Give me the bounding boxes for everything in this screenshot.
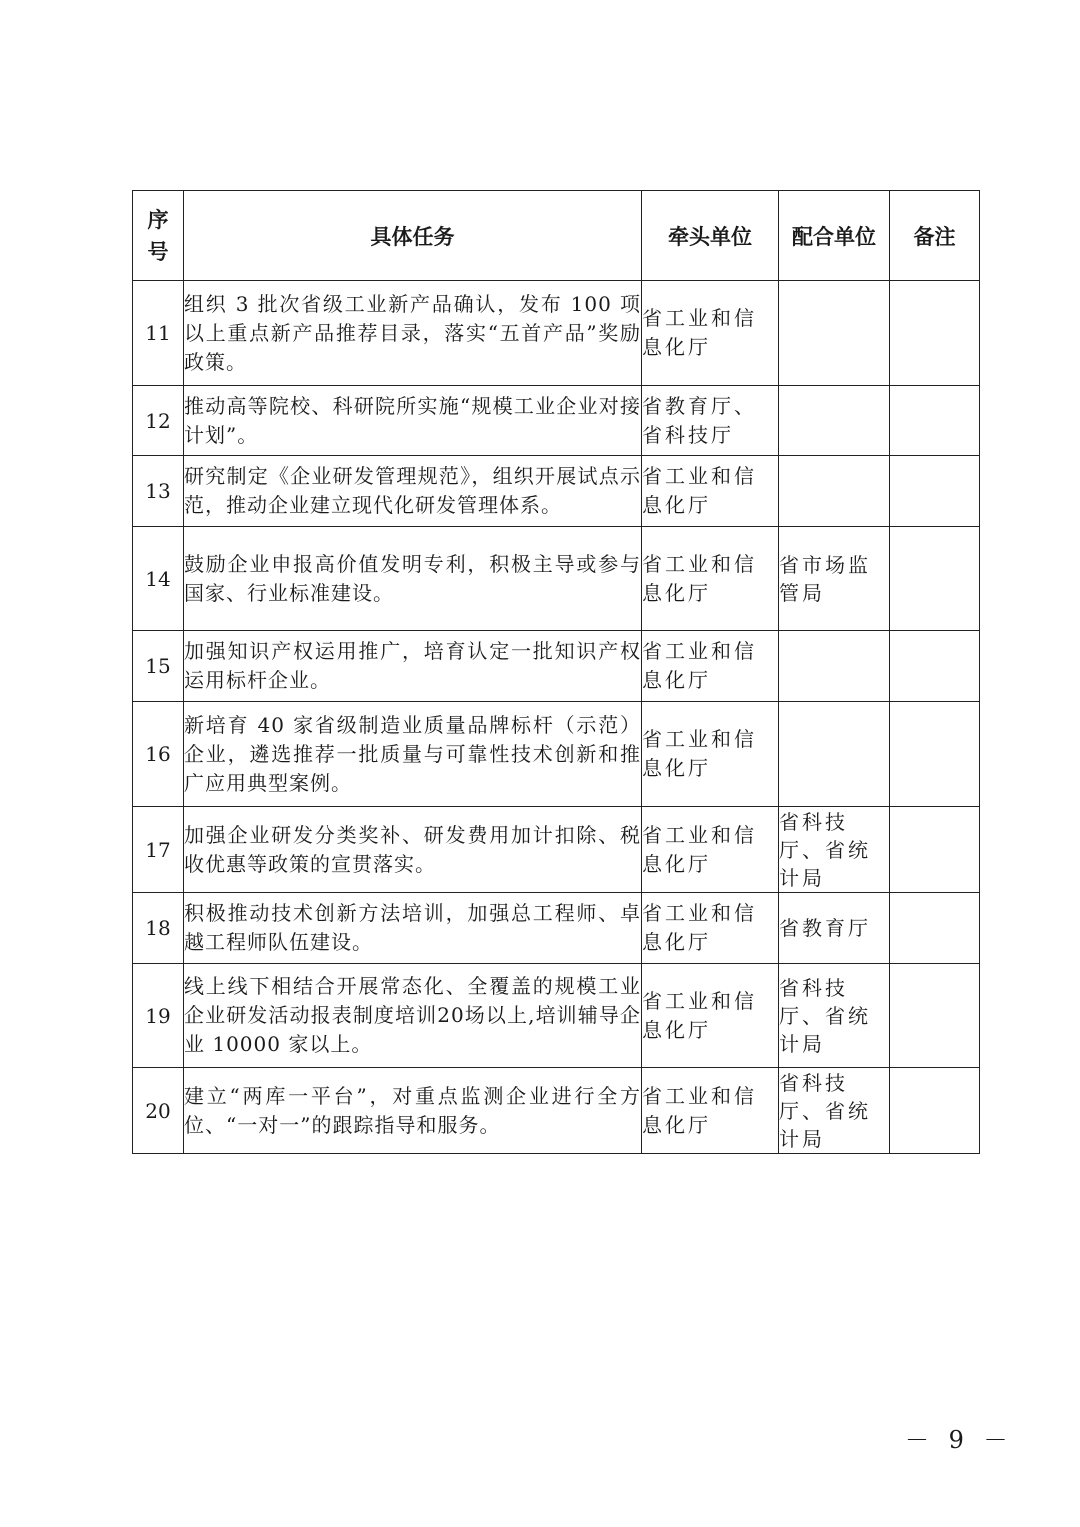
- row-coop-unit: 省科技厅、省统计局: [779, 1068, 890, 1154]
- row-coop-unit: 省市场监管局: [779, 527, 890, 631]
- row-number: 17: [133, 807, 184, 893]
- row-task: 鼓励企业申报高价值发明专利，积极主导或参与国家、行业标准建设。: [184, 527, 642, 631]
- table-header-row: [133, 191, 980, 281]
- row-task: 新培育 40 家省级制造业质量品牌标杆（示范）企业，遴选推荐一批质量与可靠性技术创新和推广应用典型案例。: [184, 702, 642, 807]
- row-lead-unit: 省工业和信息化厅: [642, 964, 779, 1068]
- row-lead-unit: 省工业和信息化厅: [642, 631, 779, 702]
- row-lead-unit: 省工业和信息化厅: [642, 1068, 779, 1154]
- row-number: 13: [133, 456, 184, 527]
- row-number: 12: [133, 386, 184, 456]
- table-row: [133, 631, 980, 702]
- row-number: 20: [133, 1068, 184, 1154]
- table-row: [133, 702, 980, 807]
- row-note: [890, 631, 980, 702]
- row-note: [890, 527, 980, 631]
- row-lead-unit: 省工业和信息化厅: [642, 807, 779, 893]
- row-coop-unit: 省教育厅: [779, 893, 890, 964]
- row-lead-unit: 省工业和信息化厅: [642, 893, 779, 964]
- row-task: 线上线下相结合开展常态化、全覆盖的规模工业企业研发活动报表制度培训20场以上,培训辅导企业 10000 家以上。: [184, 964, 642, 1068]
- row-task: 研究制定《企业研发管理规范》，组织开展试点示范，推动企业建立现代化研发管理体系。: [184, 456, 642, 527]
- table-row: [133, 281, 980, 386]
- row-task: 积极推动技术创新方法培训，加强总工程师、卓越工程师队伍建设。: [184, 893, 642, 964]
- row-lead-unit: 省教育厅、省科技厅: [642, 386, 779, 456]
- row-number: 15: [133, 631, 184, 702]
- table-row: [133, 893, 980, 964]
- row-coop-unit: [779, 281, 890, 386]
- header-note: 备注: [890, 191, 980, 281]
- header-lead: 牵头单位: [642, 191, 779, 281]
- row-note: [890, 702, 980, 807]
- table-row: [133, 527, 980, 631]
- header-coop: 配合单位: [779, 191, 890, 281]
- row-task: 组织 3 批次省级工业新产品确认，发布 100 项以上重点新产品推荐目录，落实“五首产品”奖励政策。: [184, 281, 642, 386]
- table-row: [133, 386, 980, 456]
- row-coop-unit: [779, 702, 890, 807]
- row-lead-unit: 省工业和信息化厅: [642, 281, 779, 386]
- header-seq-text: 序 号: [147, 207, 169, 264]
- row-lead-unit: 省工业和信息化厅: [642, 456, 779, 527]
- task-table: [132, 190, 980, 1154]
- row-number: 19: [133, 964, 184, 1068]
- row-coop-unit: 省科技厅、省统计局: [779, 807, 890, 893]
- row-coop-unit: 省科技厅、省统计局: [779, 964, 890, 1068]
- row-coop-unit: [779, 386, 890, 456]
- row-number: 16: [133, 702, 184, 807]
- row-note: [890, 456, 980, 527]
- row-task: 推动高等院校、科研院所实施“规模工业企业对接计划”。: [184, 386, 642, 456]
- row-coop-unit: [779, 631, 890, 702]
- table-row: [133, 964, 980, 1068]
- row-task: 加强知识产权运用推广，培育认定一批知识产权运用标杆企业。: [184, 631, 642, 702]
- row-lead-unit: 省工业和信息化厅: [642, 702, 779, 807]
- header-task: 具体任务: [184, 191, 642, 281]
- header-seq: [133, 191, 184, 281]
- row-note: [890, 964, 980, 1068]
- row-note: [890, 893, 980, 964]
- table-row: [133, 807, 980, 893]
- row-note: [890, 386, 980, 456]
- row-note: [890, 1068, 980, 1154]
- row-number: 18: [133, 893, 184, 964]
- row-lead-unit: 省工业和信息化厅: [642, 527, 779, 631]
- row-task: 建立“两库一平台”，对重点监测企业进行全方位、“一对一”的跟踪指导和服务。: [184, 1068, 642, 1154]
- table-row: [133, 456, 980, 527]
- table-row: [133, 1068, 980, 1154]
- page-number: － 9 －: [905, 1426, 1014, 1454]
- row-coop-unit: [779, 456, 890, 527]
- row-number: 14: [133, 527, 184, 631]
- row-task: 加强企业研发分类奖补、研发费用加计扣除、税收优惠等政策的宣贯落实。: [184, 807, 642, 893]
- row-note: [890, 807, 980, 893]
- row-note: [890, 281, 980, 386]
- row-number: 11: [133, 281, 184, 386]
